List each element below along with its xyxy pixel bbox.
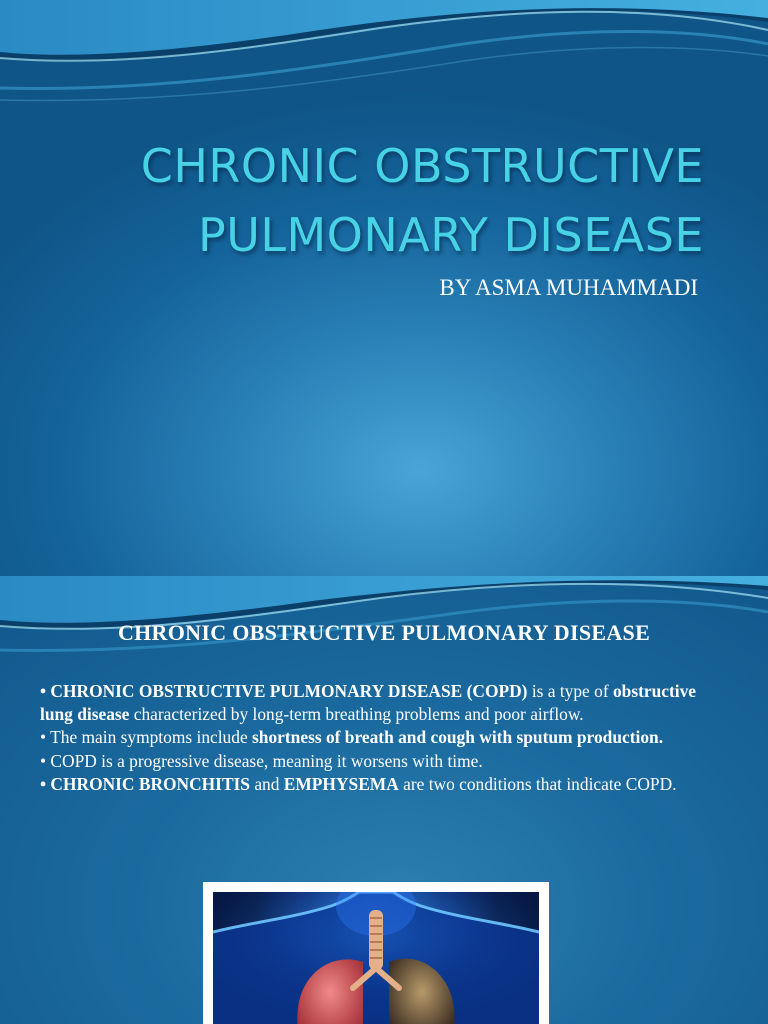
title-line-1: CHRONIC OBSTRUCTIVE xyxy=(140,139,704,193)
content-slide[interactable] xyxy=(0,576,768,1024)
bullet-text: are two conditions that indicate COPD. xyxy=(398,773,677,794)
lungs-image-frame xyxy=(203,882,549,1024)
title-line-2: PULMONARY DISEASE xyxy=(197,208,704,262)
bullet-text: • The main symptoms include xyxy=(40,727,253,748)
bullet-text: and xyxy=(249,773,284,794)
bullet-item xyxy=(40,726,720,749)
bullet-text: characterized by long-term breathing problems and poor airflow. xyxy=(129,704,584,725)
slide-title: CHRONIC OBSTRUCTIVE PULMONARY DISEASE xyxy=(117,620,651,645)
bullet-bold-text: shortness of breath and cough with sputum production. xyxy=(252,727,664,748)
bullet-text: • COPD is a progressive disease, meaning it worsens with time. xyxy=(40,750,483,771)
bullet-bold-text: • CHRONIC BRONCHITIS xyxy=(40,773,250,794)
slide-subtitle: BY ASMA MUHAMMADI xyxy=(439,275,698,300)
bullet-item xyxy=(40,750,720,773)
bullet-bold-text: • CHRONIC OBSTRUCTIVE PULMONARY DISEASE (COPD) xyxy=(40,681,528,701)
bullet-list xyxy=(40,680,720,796)
bullet-item xyxy=(40,680,720,726)
lungs-illustration-icon xyxy=(213,892,539,1024)
slide-title xyxy=(40,132,704,270)
bullet-bold-text: obstructive lung disease xyxy=(40,681,697,725)
bullet-text: is a type of xyxy=(527,681,613,701)
bullet-bold-text: EMPHYSEMA xyxy=(283,773,399,794)
header-wave-decoration xyxy=(0,0,768,110)
bullet-item xyxy=(40,773,720,796)
